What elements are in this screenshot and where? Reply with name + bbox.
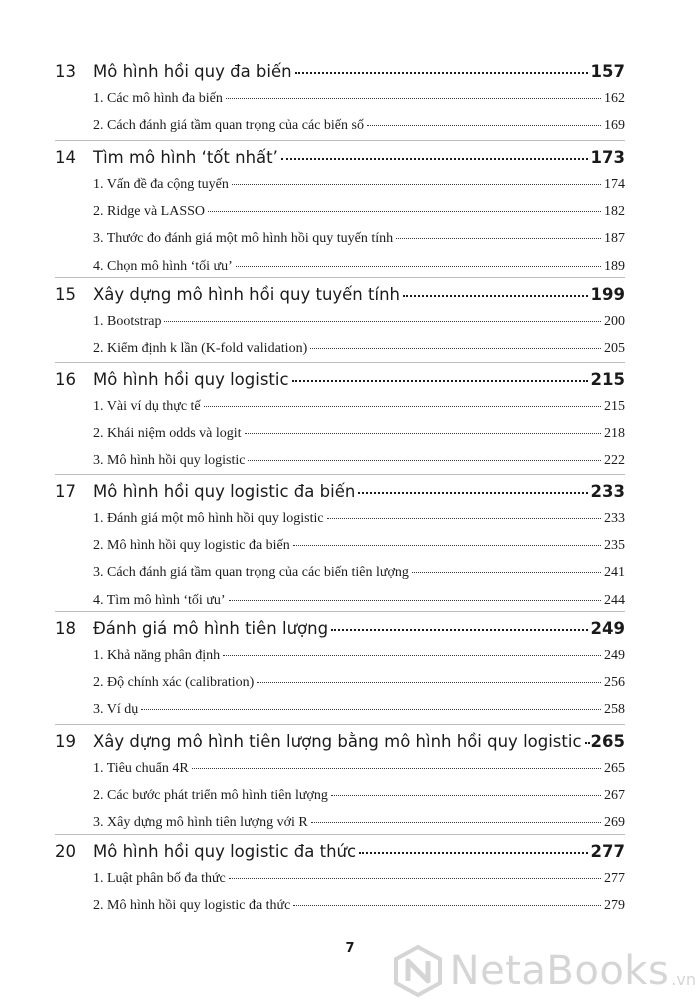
section-page: 258	[604, 702, 625, 718]
section-title: 4. Tìm mô hình ‘tối ưu’	[93, 592, 226, 608]
section-title: 2. Ridge và LASSO	[93, 204, 205, 220]
section-row	[93, 426, 625, 448]
dot-leader	[164, 321, 601, 322]
section-row	[93, 565, 625, 587]
dot-leader	[293, 545, 601, 546]
chapter-number: 15	[55, 285, 76, 304]
dot-leader	[311, 822, 601, 823]
section-row	[93, 341, 625, 363]
page-number: 7	[345, 941, 355, 956]
section-title: 3. Cách đánh giá tầm quan trọng của các biến tiên lượng	[93, 565, 409, 581]
dot-leader	[245, 433, 601, 434]
section-page: 235	[604, 538, 625, 554]
dot-leader	[204, 406, 601, 407]
section-title: 1. Đánh giá một mô hình hồi quy logistic	[93, 511, 324, 526]
section-page: 241	[604, 565, 625, 581]
section-page: 222	[604, 453, 625, 469]
netabooks-logo-icon	[390, 943, 446, 999]
chapter-title: Mô hình hồi quy đa biến	[93, 62, 292, 81]
dot-leader	[229, 878, 601, 879]
chapter-divider	[55, 834, 625, 835]
chapter-title: Mô hình hồi quy logistic đa biến	[93, 482, 356, 501]
section-row	[93, 871, 625, 893]
chapter-divider	[55, 277, 625, 278]
chapter-page: 199	[590, 285, 625, 304]
section-title: 3. Xây dựng mô hình tiên lượng với R	[93, 815, 308, 831]
dot-leader	[331, 795, 601, 796]
chapter-number: 18	[55, 619, 76, 638]
section-title: 1. Khả năng phân định	[93, 648, 221, 663]
section-title: 1. Luật phân bố đa thức	[93, 871, 226, 886]
chapter-page: 265	[590, 732, 625, 751]
section-page: 200	[604, 314, 625, 329]
watermark-brand: NetaBooks	[449, 948, 670, 994]
dot-leader	[359, 852, 587, 854]
dot-leader	[310, 348, 601, 349]
section-page: 182	[604, 204, 625, 220]
chapter-number: 17	[55, 482, 76, 501]
dot-leader	[226, 98, 601, 99]
section-page: 215	[604, 399, 625, 414]
dot-leader	[192, 768, 601, 769]
chapter-row	[55, 732, 625, 760]
section-row	[93, 675, 625, 697]
section-title: 1. Vài ví dụ thực tế	[93, 399, 201, 414]
dot-leader	[403, 295, 588, 297]
chapter-number: 14	[55, 148, 76, 167]
section-title: 2. Các bước phát triển mô hình tiên lượng	[93, 788, 328, 804]
section-title: 2. Mô hình hồi quy logistic đa biến	[93, 538, 290, 554]
section-page: 205	[604, 341, 625, 357]
section-page: 189	[604, 258, 625, 274]
section-title: 2. Khái niệm odds và logit	[93, 426, 242, 442]
chapter-number: 16	[55, 370, 76, 389]
section-row	[93, 511, 625, 533]
section-page: 267	[604, 788, 625, 804]
section-title: 1. Tiêu chuẩn 4R	[93, 761, 189, 776]
section-row	[93, 91, 625, 113]
dot-leader	[257, 682, 601, 683]
chapter-divider	[55, 362, 625, 363]
chapter-divider	[55, 611, 625, 612]
dot-leader	[223, 655, 601, 656]
dot-leader	[396, 238, 601, 239]
section-row	[93, 399, 625, 421]
section-row	[93, 177, 625, 199]
chapter-title: Đánh giá mô hình tiên lượng	[93, 619, 329, 638]
section-page: 277	[604, 871, 625, 886]
section-title: 2. Cách đánh giá tầm quan trọng của các biến số	[93, 118, 364, 134]
section-title: 1. Các mô hình đa biến	[93, 91, 223, 106]
chapter-divider	[55, 474, 625, 475]
chapter-number: 13	[55, 62, 76, 81]
watermark-suffix: .vn	[671, 970, 696, 989]
section-row	[93, 204, 625, 226]
chapter-page: 277	[590, 842, 625, 861]
dot-leader	[236, 266, 601, 267]
section-page: 279	[604, 898, 625, 914]
section-page: 162	[604, 91, 625, 106]
chapter-title: Tìm mô hình ‘tốt nhất’	[93, 148, 278, 167]
section-title: 3. Ví dụ	[93, 702, 139, 718]
chapter-title: Xây dựng mô hình hồi quy tuyến tính	[93, 285, 400, 304]
chapter-row	[55, 370, 625, 398]
section-row	[93, 453, 625, 475]
chapter-title: Mô hình hồi quy logistic đa thức	[93, 842, 357, 861]
section-page: 256	[604, 675, 625, 691]
dot-leader	[208, 211, 601, 212]
chapter-number: 20	[55, 842, 76, 861]
section-page: 269	[604, 815, 625, 831]
section-title: 2. Độ chính xác (calibration)	[93, 675, 255, 691]
chapter-row	[55, 62, 625, 90]
section-title: 2. Kiểm định k lần (K-fold validation)	[93, 341, 308, 357]
section-row	[93, 314, 625, 336]
section-title: 1. Vấn đề đa cộng tuyến	[93, 177, 229, 192]
dot-leader	[585, 742, 588, 744]
section-page: 249	[604, 648, 625, 663]
dot-leader	[229, 600, 601, 601]
dot-leader	[295, 72, 588, 74]
chapter-page: 215	[590, 370, 625, 389]
dot-leader	[367, 125, 601, 126]
chapter-row	[55, 842, 625, 870]
dot-leader	[331, 629, 587, 631]
section-page: 174	[604, 177, 625, 192]
chapter-page: 157	[590, 62, 625, 81]
section-page: 187	[604, 231, 625, 247]
watermark	[390, 943, 696, 999]
chapter-row	[55, 148, 625, 176]
chapter-title: Mô hình hồi quy logistic	[93, 370, 289, 389]
section-page: 218	[604, 426, 625, 442]
chapter-page: 233	[590, 482, 625, 501]
dot-leader	[358, 492, 587, 494]
section-row	[93, 788, 625, 810]
chapter-title: Xây dựng mô hình tiên lượng bằng mô hình hồi quy logistic	[93, 732, 582, 751]
dot-leader	[248, 460, 601, 461]
section-page: 265	[604, 761, 625, 776]
chapter-divider	[55, 724, 625, 725]
section-title: 3. Mô hình hồi quy logistic	[93, 453, 246, 469]
section-page: 244	[604, 592, 625, 608]
section-page: 233	[604, 511, 625, 526]
section-title: 1. Bootstrap	[93, 314, 162, 329]
dot-leader	[293, 905, 601, 906]
dot-leader	[141, 709, 601, 710]
chapter-row	[55, 482, 625, 510]
section-row	[93, 898, 625, 920]
section-page: 169	[604, 118, 625, 134]
section-row	[93, 648, 625, 670]
dot-leader	[327, 518, 601, 519]
dot-leader	[292, 380, 588, 382]
section-row	[93, 761, 625, 783]
section-row	[93, 538, 625, 560]
dot-leader	[232, 184, 601, 185]
chapter-row	[55, 619, 625, 647]
dot-leader	[412, 572, 601, 573]
section-row	[93, 702, 625, 724]
chapter-row	[55, 285, 625, 313]
section-row	[93, 118, 625, 140]
chapter-number: 19	[55, 732, 76, 751]
section-row	[93, 231, 625, 253]
section-title: 4. Chọn mô hình ‘tối ưu’	[93, 258, 233, 274]
section-title: 3. Thước đo đánh giá một mô hình hồi quy tuyến tính	[93, 231, 394, 247]
dot-leader	[281, 158, 588, 160]
chapter-divider	[55, 140, 625, 141]
chapter-page: 249	[590, 619, 625, 638]
section-title: 2. Mô hình hồi quy logistic đa thức	[93, 898, 291, 914]
chapter-page: 173	[590, 148, 625, 167]
